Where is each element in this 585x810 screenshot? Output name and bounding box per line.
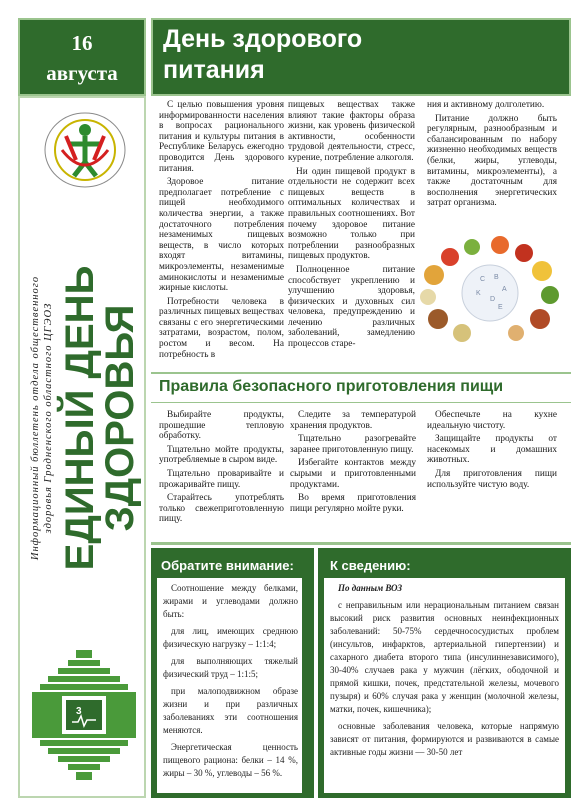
- rule-item: Тщательно разогревайте заранее приготовленную пищу.: [290, 434, 416, 455]
- rule-item: Тщательно проваривайте и прожаривайте пищу.: [159, 468, 284, 490]
- section-divider: [151, 372, 571, 374]
- section-underline: [151, 402, 571, 403]
- article-paragraph: Ни один пищевой продукт в отдельности не содержит всех пищевых веществ в оптимальных количествах и правильных соотношениях. Вот почему здоровое питание возможно только при потреблении разнообразных пищевых продуктов.: [288, 166, 415, 262]
- article-paragraph: С целью повышения уровня информированности населения в вопросах рационального питания и культуры питания в Республике Беларусь ежегодно проводится День здорового питания.: [159, 100, 284, 174]
- article-paragraph: Здоровое питание предполагает потребление с пищей необходимого количества энергии, а также достаточного потребления незаменимых пищевых веществ, в число которых входят витамины, микроэлементы, незаменимые аминокислоты и незаменимые жирные кислоты.: [159, 177, 284, 294]
- page-title: День здорового питания: [163, 25, 363, 84]
- rule-item: Обеспечьте на кухне идеальную чистоту.: [427, 410, 557, 431]
- svg-text:A: A: [502, 286, 507, 293]
- ornament-icon: [32, 650, 136, 780]
- attention-paragraph: при малоподвижном образе жизни и при различных заболеваниях эти соотношения меняются.: [163, 686, 298, 735]
- date-box: [18, 18, 146, 96]
- attention-box: [151, 548, 314, 798]
- bottom-divider: [151, 542, 571, 545]
- article-column-3: [427, 100, 557, 212]
- rules-column-2: [290, 410, 416, 517]
- header-banner: [151, 18, 571, 96]
- svg-text:B: B: [494, 274, 499, 281]
- info-paragraph: с неправильным или нерациональным питанием связан высокий риск развития основных неинфекционных заболеваний: 50-75% сердечнососудистых проблем (инсультов, инфарктов, артериальной гипертензии) и сахарного диабета второго типа (инсулиннезависимого), 30-40% случаев рака у мужчин (лёгких, ободочной и прямой кишки, почек, предстательной железы, мочевого пузыря) и 60% случая рака у женщин (молочной железы, матки, почек, кишечника);: [330, 600, 559, 714]
- attention-paragraph: для лиц, имеющих среднюю физическую нагрузку – 1:1:4;: [163, 626, 298, 649]
- svg-text:D: D: [490, 296, 496, 303]
- article-paragraph: Потребности человека в различных пищевых веществах связаны с его энергетическими затратами, возрастом, полом, ростом и весом. На потребность в: [159, 296, 284, 360]
- rule-item: Старайтесь употреблять только свежеприготовленную пищу.: [159, 493, 284, 525]
- article-column-1: [159, 100, 284, 363]
- vitamin-food-illustration: [416, 235, 564, 343]
- rules-column-1: [159, 410, 284, 528]
- info-title: К сведению:: [330, 558, 411, 573]
- vertical-title-area: [18, 195, 146, 640]
- rule-item: Для приготовления пищи используйте чистую воду.: [427, 468, 557, 490]
- article-paragraph: пищевых веществах также влияют такие факторы образа жизни, как уровень физической активности, особенности трудовой деятельности, стресс, курение, потребление алкоголя.: [288, 100, 415, 163]
- article-column-2: [288, 100, 415, 353]
- bulletin-subtitle: Информационный бюллетень отдела общественного здоровья Гродненского областного ЦГЭОЗ: [30, 275, 54, 560]
- svg-text:K: K: [476, 290, 481, 297]
- date-month: августа: [46, 61, 118, 85]
- section-title-safe-cooking: Правила безопасного приготовления пищи: [159, 378, 504, 395]
- attention-title: Обратите внимание:: [161, 558, 294, 573]
- rule-item: Защищайте продукты от насекомых и домашних животных.: [427, 434, 557, 466]
- article-paragraph: ния и активному долголетию.: [427, 100, 545, 110]
- svg-text:E: E: [498, 304, 503, 311]
- svg-text:C: C: [480, 276, 486, 283]
- article-paragraph: Полноценное питание способствует укреплению и улучшению здоровья, физических и духовных сил человека, предупреждению и лечению различных заболеваний, замедлению процессов старе-: [288, 264, 415, 350]
- date-day: 16: [71, 31, 93, 55]
- svg-text:3: 3: [76, 706, 82, 717]
- info-source: По данным ВОЗ: [338, 583, 403, 593]
- rule-item: Во время приготовления пищи регулярно мойте руки.: [290, 493, 416, 514]
- attention-body: [157, 578, 302, 793]
- rule-item: Тщательно мойте продукты, употребляемые в сыром виде.: [159, 444, 284, 466]
- rules-column-3: [427, 410, 557, 493]
- rule-item: Избегайте контактов между сырыми и приготовленными продуктами.: [290, 458, 416, 490]
- article-paragraph: Питание должно быть регулярным, разнообразным и сбалансированным по набору жизненно необходимых веществ (белки, жиры, углеводы, витамины, микроэлементы), а также достаточным для восполнения энергетических затрат организма.: [427, 113, 557, 209]
- attention-paragraph: для выполняющих тяжелый физический труд – 1:1:5;: [163, 656, 298, 679]
- rule-item: Выбирайте продукты, прошедшие тепловую обработку.: [159, 410, 284, 442]
- health-day-logo-icon: [40, 110, 130, 190]
- info-body: [324, 578, 565, 793]
- attention-paragraph: Энергетическая ценность пищевого рациона: белки – 14 %, жиры – 30 %, углеводы – 56 %.: [163, 742, 298, 778]
- health-day-title: ЕДИНЫЙ ДЕНЬ ЗДОРОВЬЯ: [58, 265, 142, 570]
- info-paragraph: основные заболевания человека, которые напрямую зависят от питания, формируются и развиваются в самые активные годы жизни — 30-50 лет: [330, 721, 559, 757]
- attention-paragraph: Соотношение между белками, жирами и углеводами должно быть:: [163, 583, 298, 619]
- info-box: [318, 548, 571, 798]
- rule-item: Следите за температурой хранения продуктов.: [290, 410, 416, 431]
